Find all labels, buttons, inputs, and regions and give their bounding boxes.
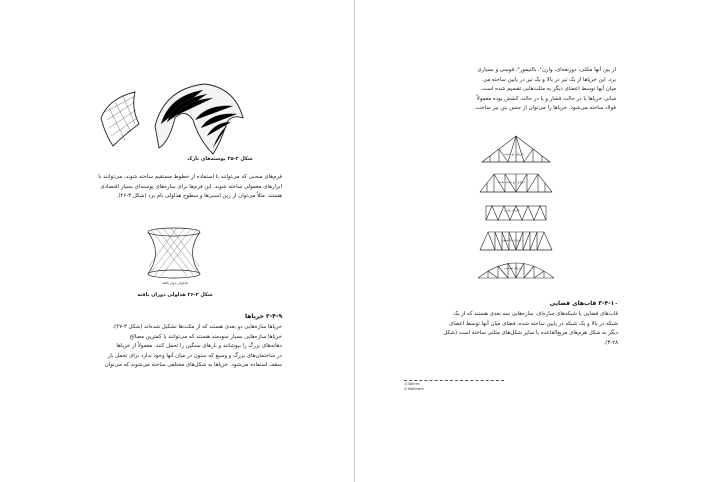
text-line: ابزارهای معمولی ساخته شوند. این فرم‌ها برای سازه‌های پوسته‌ای بسیار اقتصادی — [100, 183, 282, 190]
text-line: در ساختمان‌های بزرگ و وسیع که ستون در میان آنها وجود ندارد برای تحمل بار — [107, 352, 282, 359]
paragraph-frames — [404, 310, 618, 348]
truss-gable — [482, 136, 550, 162]
figure-45-caption: شکل ۳-۲۵ پوسته‌های نازک — [187, 156, 253, 162]
page-gutter-shadow — [354, 0, 355, 482]
text-line: دهانه‌های بزرگ را بپوشانند و بارهای سنگین را تحمل کنند. معمولاً از خرپاها — [116, 343, 282, 350]
text-line: فولاد ساخته می‌شود. خرپاها را می‌توان از جنس بتن نیز ساخت. — [474, 105, 616, 112]
text-line: برد. این خرپاها از یک تیر در بالا و یک تیر در پایین ساخته می — [482, 76, 616, 83]
text-line: میان آنها توسط اعضای دیگر به مثلث‌هایی تقسیم شده است. — [480, 86, 616, 93]
section-heading-trusses: ۳-۴-۹ خرپاها — [244, 313, 282, 320]
paragraph-trusses — [68, 323, 282, 371]
truss-label-arched: خرپای قوسی — [504, 266, 523, 270]
right-page — [356, 0, 705, 482]
figure-46-caption: شکل ۳-۲۶ هذلولی دوران یافته — [137, 292, 213, 298]
text-line: فرم‌های منحنی که می‌توانند با استفاده از خطوط مستقیم ساخته شوند، می‌توانند با — [98, 174, 282, 180]
text-line: خرپاها سازه‌هایی دو بعدی هستند که از مثلث‌ها تشکیل شده‌اند (شکل ۳-۲۷). — [112, 324, 282, 330]
text-line: دیگر به شکل هرم‌های مربع‌القاعده یا سایر شکل‌های مثلثی ساخته است (شکل — [443, 330, 618, 337]
thin-shell-illustration — [95, 78, 255, 160]
text-line: شبکه در بالا و یک شبکه در پایین ساخته شده، فضای میان آنها توسط اعضای — [449, 320, 618, 327]
truss-label-baltimore: خرپای بالتیمور — [502, 238, 522, 242]
text-line: از بین آنها مثلثی، دوزنقه‌ای، وارن¹، بالتیمور²، قوسی و بسیاری — [477, 67, 616, 73]
text-line: قاب‌های فضایی یا شبکه‌های سازه‌ای، سازه‌هایی سه بعدی هستند که از یک — [453, 311, 618, 317]
text-line: مبانی خرپاها یا در حالت فشار و یا در حالت کشش بوده معمولاً — [476, 95, 616, 102]
paragraph-shells — [68, 173, 282, 202]
section-heading-space-frames: ۳-۴-۱۰ قاب‌های فضایی — [549, 300, 618, 307]
text-line: ۳-۲۸). — [603, 339, 618, 346]
footnotes — [404, 382, 504, 391]
figure-46-sublabel: هذلولی دوار یافته — [161, 281, 188, 285]
truss-label-warren: خرپای وارن — [504, 208, 520, 212]
truss-label-flat-gable: خرپای دو شیبه تخت — [498, 180, 526, 184]
left-page — [0, 0, 352, 482]
text-line: هستند. مثلاً می‌توان از زین اسبی‌ها و سطوح هذلولی نام برد (شکل ۳-۲۶). — [116, 193, 282, 200]
truss-label-gable: خرپای دو شیبه — [504, 152, 525, 156]
hyperboloid-illustration — [143, 226, 205, 282]
paragraph-top — [420, 66, 616, 114]
text-line: سقف استفاده می‌شود. خرپاها به شکل‌های مختلفی ساخته می‌شوند که می‌توان — [104, 362, 282, 369]
text-line: خرپاها سازه‌هایی بسیار سودمند هستند که می‌توانند با کمترین مصالح — [129, 333, 282, 340]
footnote: 1) Warren — [404, 382, 420, 386]
footnote-rule — [404, 380, 504, 381]
footnote: 2) Baltimore — [404, 386, 424, 391]
